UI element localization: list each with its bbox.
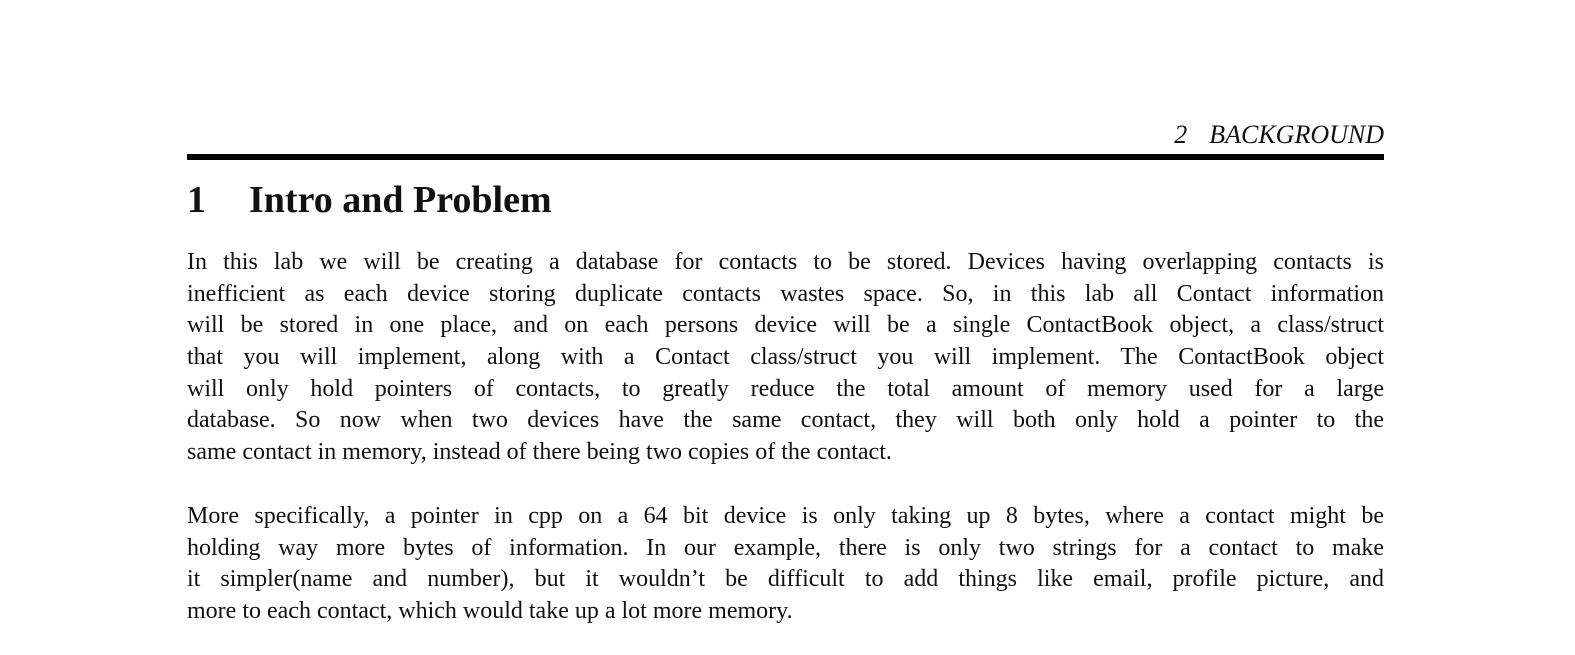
section-title: Intro and Problem [249,179,552,221]
paragraph-line: that you will implement, along with a Contact class/struct you will implement. The ContactBook object [187,344,1384,371]
paragraph-line: will be stored in one place, and on each persons device will be a single ContactBook object, a class/struct [187,312,1384,339]
paragraph-pointer-details [187,501,1384,628]
paragraph-line: holding way more bytes of information. In our example, there is only two strings for a contact to make [187,534,1384,561]
paragraph-line: In this lab we will be creating a database for contacts to be stored. Devices having overlapping contacts is [187,249,1384,275]
paragraph-line: More specifically, a pointer in cpp on a 64 bit device is only taking up 8 bytes, where a contact might be [187,503,1384,529]
paragraph-intro [187,247,1384,469]
section-heading [187,178,552,222]
paragraph-line: will only hold pointers of contacts, to greatly reduce the total amount of memory used for a large [187,375,1384,402]
running-header-number: 2 [1174,120,1188,149]
running-header-title: BACKGROUND [1209,120,1384,149]
document-page [187,0,1384,655]
paragraph-line: same contact in memory, instead of there being two copies of the contact. [187,439,892,466]
paragraph-line: database. So now when two devices have the same contact, they will both only hold a pointer to the [187,407,1384,434]
paragraph-line: inefficient as each device storing duplicate contacts wastes space. So, in this lab all Contact information [187,280,1384,307]
paragraph-line: more to each contact, which would take up a lot more memory. [187,598,793,625]
paragraph-line: it simpler(name and number), but it wouldn’t be difficult to add things like email, profile picture, and [187,566,1384,593]
section-number: 1 [187,179,206,221]
running-header [1174,120,1384,150]
header-rule [187,154,1384,160]
